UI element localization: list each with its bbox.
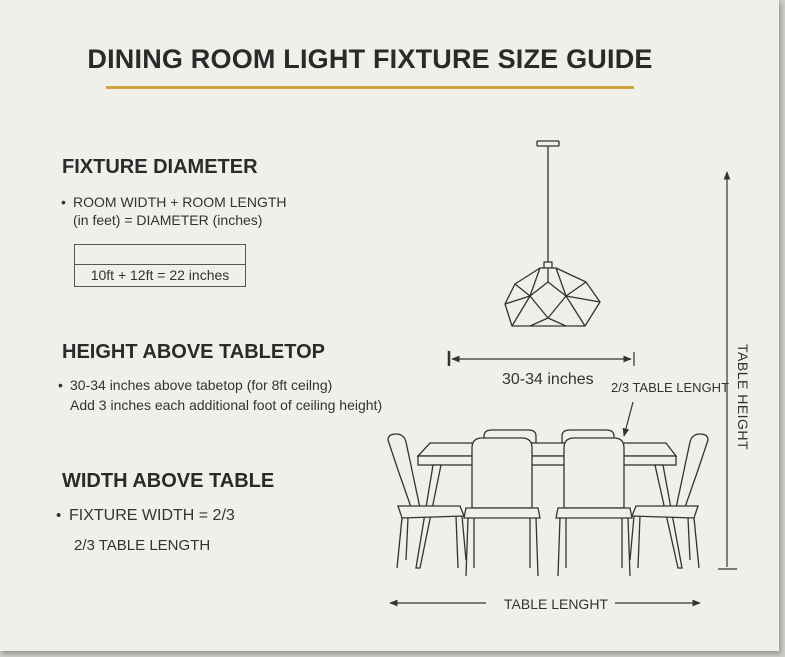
table-length-label: TABLE LENGHT [504,596,608,612]
pendant-light-icon [505,141,600,326]
height-above-tabletop-line2: Add 3 inches each additional foot of ceiling height) [70,397,383,413]
table-height-label: TABLE HEIGHT [735,344,751,451]
height-above-tabletop-heading: HEIGHT ABOVE TABLETOP [62,341,325,363]
width-above-table-line2: 2/3 TABLE LENGTH [74,537,211,554]
width-above-table-heading: WIDTH ABOVE TABLE [62,470,275,492]
fixture-width-dimension [449,351,634,366]
page-title: DINING ROOM LIGHT FIXTURE SIZE GUIDE [87,44,653,74]
fixture-diameter-line2: (in feet) = DIAMETER (inches) [73,212,263,228]
fixture-diameter-line1: ROOM WIDTH + ROOM LENGTH [73,194,287,210]
fixture-width-label: 2/3 TABLE LENGHT [611,380,730,395]
bullet-dot: • [61,194,66,210]
bullet-dot: • [58,377,63,393]
fixture-diameter-heading: FIXTURE DIAMETER [62,156,258,178]
fixture-height-label: 30-34 inches [502,371,594,388]
formula-example: 10ft + 12ft = 22 inches [90,267,230,283]
width-above-table-line1: FIXTURE WIDTH = 2/3 [69,507,235,524]
width-pointer-arrow [624,402,633,436]
height-above-tabletop-line1: 30-34 inches above tabetop (for 8ft ceilng) [70,377,333,393]
bullet-dot: • [56,507,62,524]
